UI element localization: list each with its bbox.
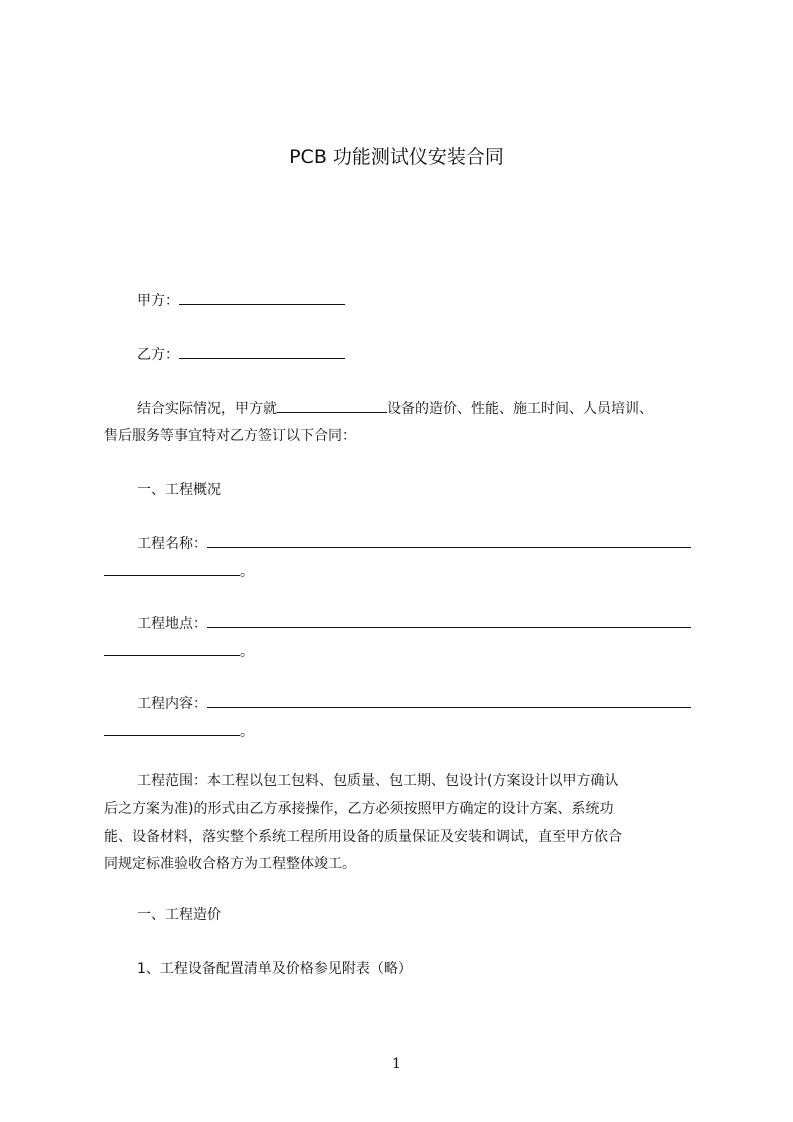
scope-line-1: 工程范围：本工程以包工包料、包质量、包工期、包设计(方案设计以甲方确认 <box>137 773 619 789</box>
project-name-end: 。 <box>240 564 254 580</box>
project-location-line <box>137 614 691 633</box>
intro-suffix: 设备的造价、性能、施工时间、人员培训、 <box>387 401 653 417</box>
project-location-end: 。 <box>240 644 254 660</box>
project-content-blank <box>207 694 691 708</box>
project-name-label: 工程名称： <box>137 536 207 552</box>
project-name-blank-2 <box>104 562 240 576</box>
project-location-blank-2 <box>104 642 240 656</box>
project-location-label: 工程地点： <box>137 616 207 632</box>
project-location-blank <box>207 614 691 628</box>
scope-line-2: 后之方案为准)的形式由乙方承接操作，乙方必须按照甲方确定的设计方案、系统功 <box>104 801 614 817</box>
equipment-blank <box>277 399 387 413</box>
project-content-line-2 <box>104 722 254 741</box>
section-2-heading: 一、工程造价 <box>137 907 221 923</box>
project-location-line-2 <box>104 642 254 661</box>
project-name-line-2 <box>104 562 254 581</box>
scope-line-3: 能、设备材料，落实整个系统工程所用设备的质量保证及安装和调试，直至甲方依合 <box>104 829 622 845</box>
project-content-blank-2 <box>104 722 240 736</box>
intro-line-1 <box>137 399 653 418</box>
party-a-blank <box>179 291 345 305</box>
scope-line-4: 同规定标准验收合格方为工程整体竣工。 <box>104 856 356 872</box>
party-b-blank <box>179 345 345 359</box>
section-1-heading: 一、工程概况 <box>137 482 221 498</box>
intro-line-2: 售后服务等事宜特对乙方签订以下合同： <box>104 428 356 444</box>
page-number: 1 <box>392 1056 401 1072</box>
party-b-label: 乙方： <box>137 347 179 363</box>
party-a-line <box>137 291 345 310</box>
party-b-line <box>137 345 345 364</box>
intro-prefix: 结合实际情况，甲方就 <box>137 401 277 417</box>
project-name-line <box>137 534 691 553</box>
item-1: 1、工程设备配置清单及价格参见附表（略） <box>137 961 412 977</box>
party-a-label: 甲方： <box>137 293 179 309</box>
contract-title: PCB 功能测试仪安装合同 <box>289 146 504 168</box>
project-content-line <box>137 694 691 713</box>
project-content-label: 工程内容： <box>137 696 207 712</box>
project-name-blank <box>207 534 691 548</box>
project-content-end: 。 <box>240 724 254 740</box>
